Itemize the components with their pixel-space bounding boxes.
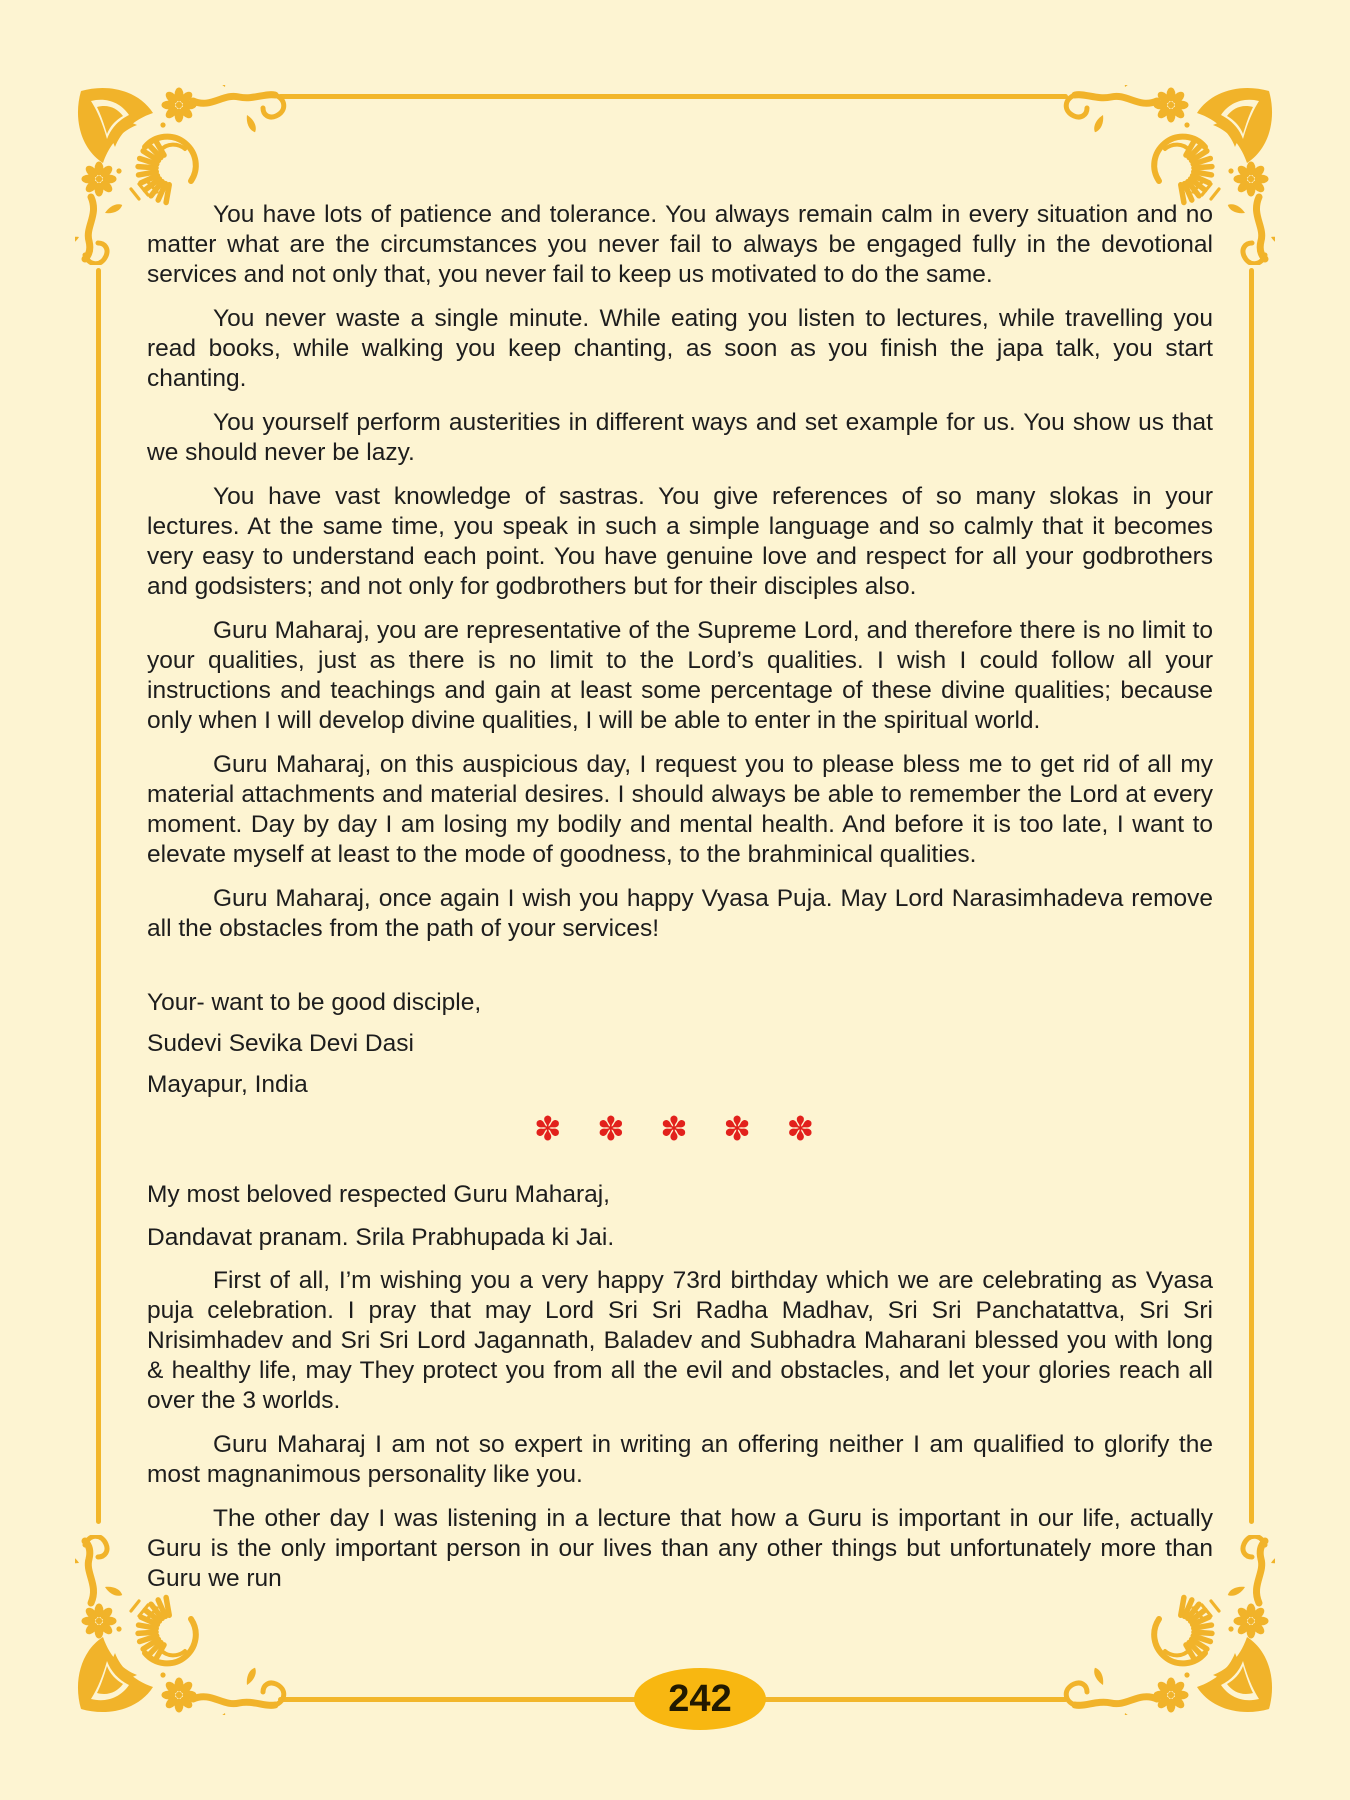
signature-line: Your- want to be good disciple,	[147, 989, 482, 1016]
signature-line: Sudevi Sevika Devi Dasi	[147, 1030, 414, 1057]
letter1-paragraph: Guru Maharaj, you are representative of the Supreme Lord, and therefore there is no limit to your qualities, just as there is no limit to the Lord’s qualities. I wish I could follow all your instructions and teachings and gain at least some percentage of these divine qualities; because only when I will develop divine qualities, I will be able to enter in the spiritual world.	[147, 617, 1213, 734]
border-line-top	[278, 94, 1068, 99]
letter1-paragraph: Guru Maharaj, once again I wish you happy Vyasa Puja. May Lord Narasimhadeva remove all the obstacles from the path of your services!	[147, 885, 1213, 942]
signature-line: Mayapur, India	[147, 1071, 308, 1098]
letter1-paragraph: You yourself perform austerities in different ways and set example for us. You show us that we should never be lazy.	[147, 409, 1213, 466]
letter1-paragraph: Guru Maharaj, on this auspicious day, I request you to please bless me to get rid of all my material attachments and material desires. I should always be able to remember the Lord at every moment. Day by day I am losing my bodily and mental health. And before it is too late, I want to elevate myself at least to the mode of goodness, to the brahminical qualities.	[147, 751, 1213, 868]
section-separator-stars: ✽ ✽ ✽ ✽ ✽	[533, 1109, 827, 1148]
letter2-paragraph: Guru Maharaj I am not so expert in writing an offering neither I am qualified to glorify the most magnanimous personality like you.	[147, 1431, 1213, 1488]
border-line-left	[96, 268, 101, 1524]
letter2-salutation-line: Dandavat pranam. Srila Prabhupada ki Jai.	[147, 1224, 615, 1251]
letter1-paragraph: You have vast knowledge of sastras. You give references of so many slokas in your lectures. At the same time, you speak in such a simple language and so calmly that it becomes very easy to understand each point. You have genuine love and respect for all your godbrothers and godsisters; and not only for godbrothers but for their disciples also.	[147, 483, 1213, 600]
border-line-right	[1249, 268, 1254, 1524]
letter2-paragraph: The other day I was listening in a lecture that how a Guru is important in our life, actually Guru is the only important person in our lives than any other things but unfortunately more than Guru we run	[147, 1505, 1213, 1592]
page-number-badge: 242	[634, 1668, 766, 1730]
letter2-paragraph: First of all, I’m wishing you a very happy 73rd birthday which we are celebrating as Vyasa puja celebration. I pray that may Lord Sri Sri Radha Madhav, Sri Sri Panchatattva, Sri Sri Nrisimhadev and Sri Sri Lord Jagannath, Baladev and Subhadra Maharani blessed you with long & healthy life, may They protect you from all the evil and obstacles, and let your glories reach all over the 3 worlds.	[147, 1267, 1213, 1414]
letter1-paragraph: You have lots of patience and tolerance. You always remain calm in every situation and no matter what are the circumstances you never fail to always be engaged fully in the devotional services and not only that, you never fail to keep us motivated to do the same.	[147, 201, 1213, 288]
letter1-signature-block	[147, 988, 1213, 1100]
letter2-salutation-line: My most beloved respected Guru Maharaj,	[147, 1181, 610, 1208]
letter1-paragraph: You never waste a single minute. While eating you listen to lectures, while travelling you read books, while walking you keep chanting, as soon as you finish the japa talk, you start chanting.	[147, 305, 1213, 392]
page-text-content	[147, 200, 1213, 1608]
